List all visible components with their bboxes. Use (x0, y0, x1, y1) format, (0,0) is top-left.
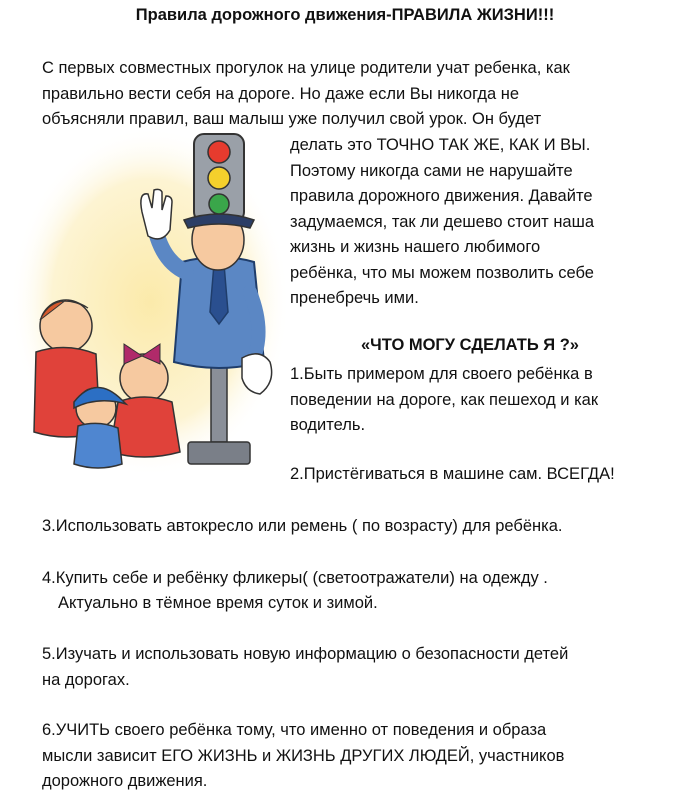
list-item-line: поведении на дороге, как пешеход и как (290, 390, 599, 409)
section-heading: «ЧТО МОГУ СДЕЛАТЬ Я ?» (361, 336, 579, 354)
list-item-line: на дорогах. (42, 670, 130, 689)
green-light-icon (209, 194, 229, 214)
right-line: ребёнка, что мы можем позволить себе (290, 263, 594, 282)
list-item-continuation: Актуально в тёмное время суток и зимой. (58, 594, 378, 612)
list-item-line: 5.Изучать и использовать новую информацию о безопасности детей (42, 645, 569, 663)
yellow-light-icon (208, 167, 230, 189)
right-line: пренебречь ими. (290, 289, 419, 307)
list-item-line: мысли зависит ЕГО ЖИЗНЬ и ЖИЗНЬ ДРУГИХ ЛЮДЕЙ, участников (42, 746, 565, 765)
white-glove-lower-icon (242, 354, 272, 394)
list-item (42, 642, 682, 693)
right-line: правила дорожного движения. Давайте (290, 187, 593, 205)
intro-line: С первых совместных прогулок на улице родители учат ребенка, как (42, 59, 570, 77)
pole-base (188, 442, 250, 464)
red-light-icon (208, 141, 230, 163)
list-item: 4.Купить себе и ребёнку фликеры( (светоотражатели) на одежду . (42, 569, 548, 587)
right-paragraph (290, 133, 685, 312)
right-line: делать это ТОЧНО ТАК ЖЕ, КАК И ВЫ. (290, 136, 591, 154)
right-line: задумаемся, так ли дешево стоит наша (290, 212, 595, 231)
traffic-controller-illustration (14, 112, 286, 480)
list-item-line: дорожного движения. (42, 772, 208, 790)
right-line: Поэтому никогда сами не нарушайте (290, 161, 573, 180)
child-small-body (74, 423, 122, 468)
list-item-line: водитель. (290, 416, 366, 434)
list-item: 3.Использовать автокресло или ремень ( по возрасту) для ребёнка. (42, 517, 563, 535)
list-item: 2.Пристёгиваться в машине сам. ВСЕГДА! (290, 465, 615, 483)
page-title: Правила дорожного движения-ПРАВИЛА ЖИЗНИ!!! (135, 6, 555, 24)
list-item (42, 718, 682, 795)
tie-icon (210, 264, 228, 324)
list-item (290, 362, 685, 439)
intro-line: объясняли правил, ваш малыш уже получил свой урок. Он будет (42, 110, 542, 128)
list-item-line: 6.УЧИТЬ своего ребёнка тому, что именно от поведения и образа (42, 721, 547, 739)
right-line: жизнь и жизнь нашего любимого (290, 238, 541, 256)
list-item-line: 1.Быть примером для своего ребёнка в (290, 365, 593, 383)
intro-line: правильно вести себя на дороге. Но даже если Вы никогда не (42, 84, 520, 103)
